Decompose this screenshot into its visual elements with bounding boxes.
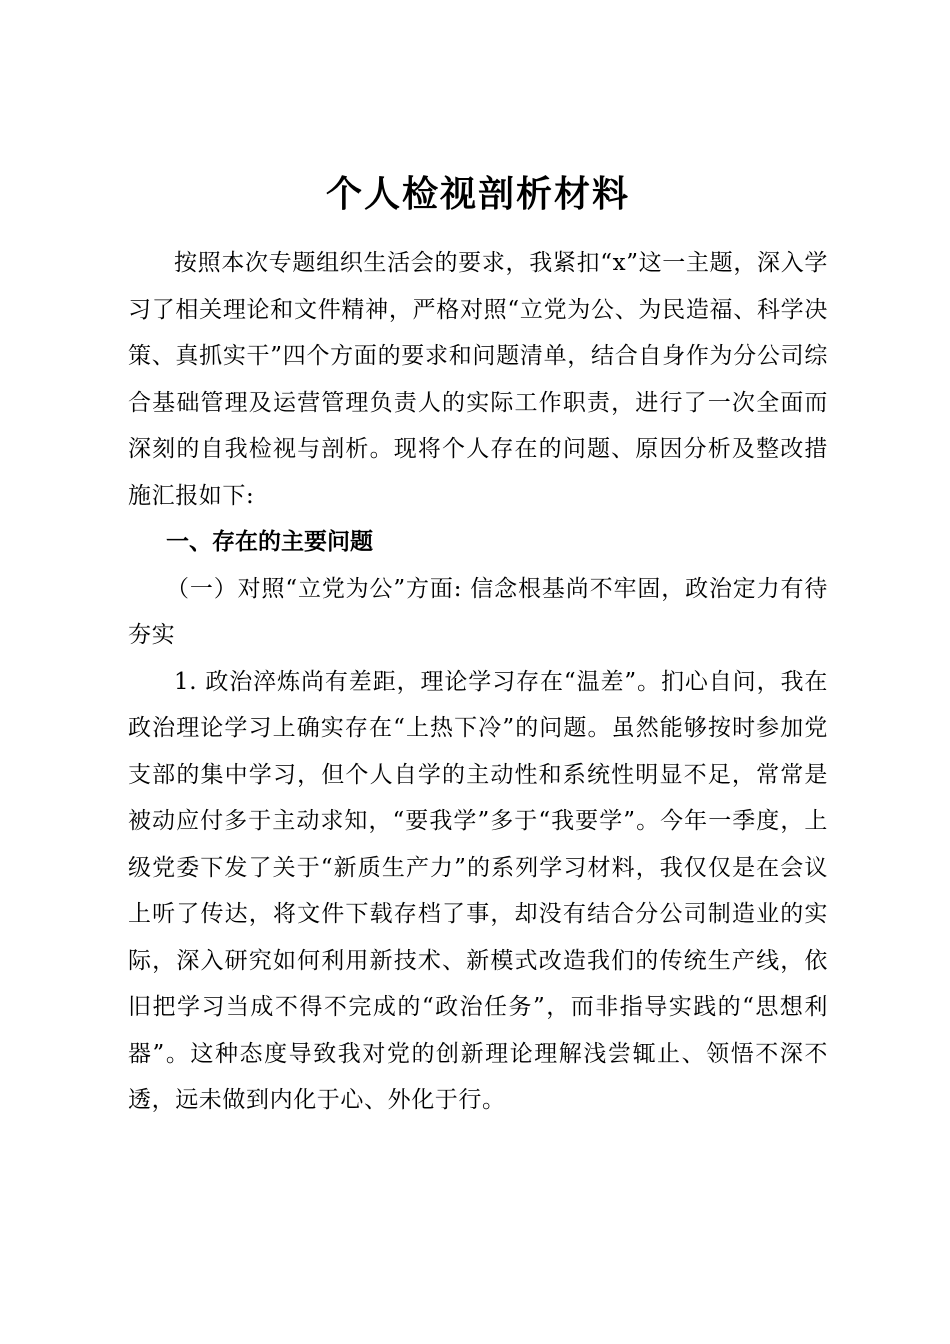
section-heading-problems: 一、存在的主要问题 [166,528,373,555]
item-paragraph-1: 1. 政治淬炼尚有差距，理论学习存在“温差”。扪心自问，我在政治理论学习上确实存在“上热下冷”的问题。虽然能够按时参加党支部的集中学习，但个人自学的主动性和系统性明显不足，常常是被动应付多于主动求知，“要我学”多于“我要学”。今年一季度，上级党委下发了关于“新质生产力”的系列学习材料，我仅仅是在会议上听了传达，将文件下载存档了事，却没有结合分公司制造业的实际，深入研究如何利用新技术、新模式改造我们的传统生产线，依旧把学习当成不得不完成的“政治任务”，而非指导实践的“思想利器”。这种态度导致我对党的创新理论理解浅尝辄止、领悟不深不透，远未做到内化于心、外化于行。 [128,668,828,1113]
document-page [128,168,828,1124]
intro-paragraph: 按照本次专题组织生活会的要求，我紧扣“x”这一主题，深入学习了相关理论和文件精神，严格对照“立党为公、为民造福、科学决策、真抓实干”四个方面的要求和问题清单，结合自身作为分公司综合基础管理及运营管理负责人的实际工作职责，进行了一次全面而深刻的自我检视与剖析。现将个人存在的问题、原因分析及整改措施汇报如下: [128,250,828,509]
document-title: 个人检视剖析材料 [325,173,630,215]
subsection-heading-1: （一）对照“立党为公”方面: 信念根基尚不牢固，政治定力有待夯实 [128,575,828,648]
